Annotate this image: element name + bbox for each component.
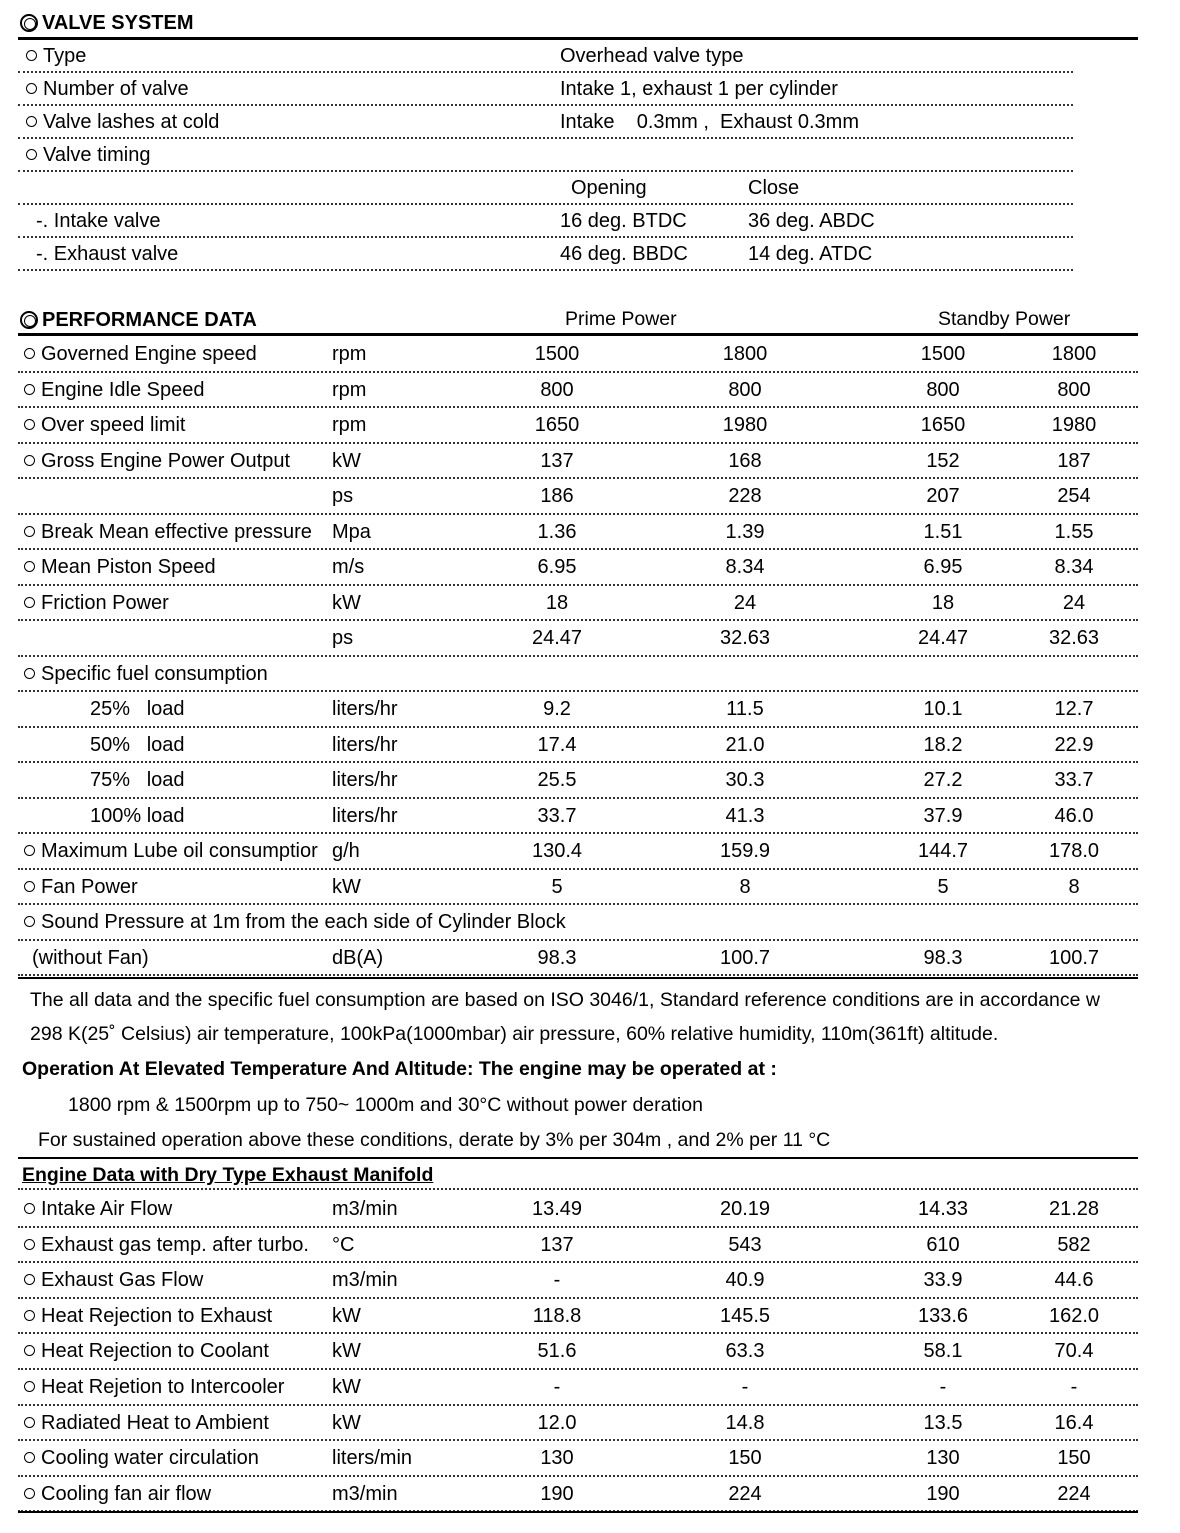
row-label: 50% load [90, 733, 185, 756]
row-value: 14.8 [725, 1411, 765, 1434]
row-value: 130 [926, 1447, 960, 1470]
row-value: 1.51 [923, 520, 963, 543]
row-label: 100% load [90, 804, 185, 827]
note-line-2: 298 K(25˚ Celsius) air temperature, 100kPa(1000mbar) air pressure, 60% relative humidity, 110m(361ft) altitude. [30, 1023, 999, 1045]
row-value: 21.28 [1048, 1198, 1100, 1220]
row-value: 224 [1057, 1482, 1091, 1505]
valve-row-type: Type Overhead valve type [18, 40, 1073, 73]
bullet-icon [24, 1345, 35, 1356]
table-row [18, 692, 1138, 728]
bullet-icon [24, 384, 35, 395]
row-unit: kW [332, 1304, 361, 1327]
row-unit: g/h [332, 840, 360, 862]
row-value: 18.2 [923, 733, 963, 756]
table-row [18, 1370, 1138, 1406]
row-value: 6.95 [537, 556, 577, 578]
row-value: 12.0 [537, 1411, 577, 1434]
row-value: 1800 [1051, 343, 1097, 365]
valve-exhaust-row: -. Exhaust valve 46 deg. BBDC 14 deg. ATDC [18, 238, 1073, 271]
row-label: 25% load [90, 698, 185, 720]
row-value: 33.7 [1054, 769, 1094, 791]
row-value: 159.9 [719, 840, 771, 862]
table-row [18, 550, 1138, 586]
row-value: 51.6 [537, 1340, 577, 1363]
row-value: 100.7 [1048, 946, 1100, 969]
row-value: 24 [1062, 591, 1086, 614]
row-value: 254 [1057, 485, 1091, 507]
row-value: 24.47 [531, 627, 583, 649]
double-circle-icon [20, 311, 38, 329]
row-value: 582 [1057, 1233, 1091, 1256]
table-row [18, 870, 1138, 906]
table-row [18, 728, 1138, 764]
row-unit: m3/min [332, 1269, 398, 1292]
row-value: 152 [926, 449, 960, 472]
row-value: 37.9 [923, 804, 963, 827]
row-label: Cooling water circulation [24, 1447, 259, 1470]
prime-power-header: Prime Power [565, 308, 677, 330]
bullet-icon [24, 1488, 35, 1499]
row-value: 41.3 [725, 804, 765, 827]
valve-system-title: VALVE SYSTEM [20, 12, 194, 35]
bullet-icon [26, 83, 37, 94]
row-value: 186 [540, 485, 574, 507]
row-unit: ps [332, 627, 354, 649]
bullet-icon [24, 1452, 35, 1463]
row-value: 168 [728, 449, 762, 472]
row-value: 13.49 [531, 1198, 583, 1220]
row-value: 5 [937, 875, 949, 898]
row-value: 1500 [920, 343, 966, 365]
row-value: 1.39 [725, 520, 765, 543]
table-row [18, 621, 1138, 657]
bullet-icon [24, 419, 35, 430]
bullet-icon [26, 116, 37, 127]
row-unit: kW [332, 449, 361, 472]
row-unit: m3/min [332, 1482, 398, 1505]
row-value: 32.63 [719, 627, 771, 649]
row-value: 1.55 [1054, 520, 1094, 543]
row-unit: liters/hr [332, 698, 398, 720]
table-row [18, 941, 1138, 977]
row-unit: kW [332, 1376, 361, 1398]
row-unit: liters/hr [332, 733, 398, 756]
row-label: Friction Power [24, 592, 169, 615]
row-unit: rpm [332, 414, 367, 436]
row-value: 18 [931, 591, 955, 614]
row-label: Specific fuel consumption [24, 663, 268, 686]
table-row [18, 1299, 1138, 1335]
row-value: 190 [540, 1482, 574, 1505]
row-unit: rpm [332, 343, 367, 365]
bullet-icon [26, 149, 37, 160]
bullet-icon [24, 1239, 35, 1250]
row-value: 98.3 [537, 946, 577, 969]
row-value: 1650 [534, 414, 580, 436]
row-value: 145.5 [719, 1304, 771, 1327]
bullet-icon [26, 50, 37, 61]
row-value: 187 [1057, 449, 1091, 472]
valve-timing-header: Opening Close [18, 172, 1073, 205]
row-label: Over speed limit [24, 414, 186, 437]
row-label: Cooling fan air flow [24, 1483, 211, 1506]
row-value: 228 [728, 485, 762, 507]
row-label: Heat Rejetion to Intercooler [24, 1376, 284, 1399]
bullet-icon [24, 348, 35, 359]
row-unit: dB(A) [332, 946, 384, 969]
double-circle-icon [20, 14, 38, 32]
row-label: Exhaust Gas Flow [24, 1269, 203, 1292]
table-bottom-rule [18, 977, 1138, 979]
engine-title-row [18, 1158, 1138, 1190]
row-unit: m3/min [332, 1198, 398, 1220]
table-row [18, 515, 1138, 551]
row-unit: ps [332, 485, 354, 507]
row-value: 224 [728, 1482, 762, 1505]
row-value: 21.0 [725, 733, 765, 756]
bullet-icon [24, 526, 35, 537]
row-unit: kW [332, 1411, 361, 1434]
row-label: Sound Pressure at 1m from the each side of Cylinder Block [24, 911, 566, 934]
row-value: 137 [540, 449, 574, 472]
table-row [18, 799, 1138, 835]
row-value: - [553, 1269, 561, 1292]
row-value: 17.4 [537, 733, 577, 756]
bullet-icon [24, 1381, 35, 1392]
row-unit: liters/hr [332, 804, 398, 827]
row-value: 178.0 [1048, 840, 1100, 862]
performance-title: PERFORMANCE DATA [20, 309, 257, 332]
row-value: 46.0 [1054, 804, 1094, 827]
table-row [18, 1334, 1138, 1370]
row-unit: liters/hr [332, 769, 398, 791]
row-unit: rpm [332, 378, 367, 401]
row-value: 10.1 [923, 698, 963, 720]
row-value: 130 [540, 1447, 574, 1470]
row-value: 25.5 [537, 769, 577, 791]
row-value: 133.6 [917, 1304, 969, 1327]
row-value: 1500 [534, 343, 580, 365]
row-value: 18 [545, 591, 569, 614]
note-line-4: For sustained operation above these conditions, derate by 3% per 304m , and 2% per 11 °C [38, 1129, 831, 1151]
table-row [18, 444, 1138, 480]
bullet-icon [24, 668, 35, 679]
row-label: Intake Air Flow [24, 1198, 172, 1221]
row-value: 27.2 [923, 769, 963, 791]
valve-row-timing: Valve timing [18, 139, 1073, 172]
row-value: 800 [728, 378, 762, 401]
row-label: (without Fan) [32, 946, 149, 969]
table-row [18, 1406, 1138, 1442]
row-value: 5 [551, 875, 563, 898]
row-value: 118.8 [532, 1304, 582, 1327]
row-label: 75% load [90, 769, 185, 791]
row-unit: m/s [332, 556, 365, 578]
row-value: 543 [728, 1233, 762, 1256]
table-row [18, 834, 1138, 870]
row-value: - [741, 1376, 749, 1398]
row-value: 207 [926, 485, 960, 507]
row-value: 800 [1057, 378, 1091, 401]
table-row [18, 1263, 1138, 1299]
row-value: 137 [540, 1233, 574, 1256]
row-value: 98.3 [923, 946, 963, 969]
row-value: 16.4 [1054, 1411, 1094, 1434]
bullet-icon [24, 1203, 35, 1214]
row-label: Engine Idle Speed [24, 379, 204, 402]
table-bottom-rule [18, 1511, 1138, 1513]
valve-intake-row: -. Intake valve 16 deg. BTDC 36 deg. ABDC [18, 205, 1073, 238]
row-label: Radiated Heat to Ambient [24, 1412, 269, 1435]
row-value: 610 [926, 1233, 960, 1256]
row-value: 24.47 [917, 627, 969, 649]
row-unit: kW [332, 1340, 361, 1363]
row-value: 13.5 [923, 1411, 963, 1434]
row-value: 6.95 [923, 556, 963, 578]
bullet-icon [24, 916, 35, 927]
row-value: 150 [1057, 1447, 1091, 1470]
row-value: 150 [728, 1447, 762, 1470]
row-value: 22.9 [1054, 733, 1094, 756]
valve-row-lashes: Valve lashes at cold Intake 0.3mm , Exhaust 0.3mm [18, 106, 1073, 139]
row-unit: °C [332, 1233, 355, 1256]
row-label: Gross Engine Power Output [24, 450, 290, 473]
row-label: Governed Engine speed [24, 343, 257, 366]
row-value: 33.9 [923, 1269, 963, 1292]
row-value: 800 [926, 378, 960, 401]
row-value: 1980 [1051, 414, 1097, 436]
table-row [18, 905, 1138, 941]
valve-row-number: Number of valve Intake 1, exhaust 1 per cylinder [18, 73, 1073, 106]
row-value: 40.9 [725, 1269, 765, 1292]
row-unit: kW [332, 875, 361, 898]
bullet-icon [24, 597, 35, 608]
row-value: 8.34 [1054, 556, 1094, 578]
row-value: 24 [733, 591, 757, 614]
row-value: 14.33 [917, 1198, 969, 1220]
table-row [18, 373, 1138, 409]
section-rule [18, 333, 1138, 336]
row-value: 12.7 [1054, 698, 1094, 720]
row-label: Maximum Lube oil consumptior [24, 840, 318, 863]
row-label: Break Mean effective pressure [24, 521, 312, 544]
note-line-3: 1800 rpm & 1500rpm up to 750~ 1000m and 30°C without power deration [68, 1094, 703, 1116]
row-value: 11.5 [726, 698, 764, 720]
table-row [18, 1441, 1138, 1477]
row-value: 100.7 [719, 946, 771, 969]
row-unit: liters/min [332, 1447, 413, 1470]
row-label: Heat Rejection to Coolant [24, 1340, 269, 1363]
table-row [18, 586, 1138, 622]
bullet-icon [24, 561, 35, 572]
row-value: - [939, 1376, 947, 1398]
row-value: 9.2 [543, 698, 571, 720]
engine-data-title: Engine Data with Dry Type Exhaust Manifold [22, 1164, 434, 1186]
row-value: 162.0 [1048, 1304, 1100, 1327]
row-value: 44.6 [1054, 1269, 1094, 1292]
row-value: 800 [540, 378, 574, 401]
row-value: 70.4 [1054, 1340, 1094, 1363]
table-row [18, 1192, 1138, 1228]
row-value: 20.19 [719, 1198, 771, 1220]
table-row [18, 763, 1138, 799]
row-value: 1800 [722, 343, 768, 365]
row-value: 8 [1068, 875, 1080, 898]
table-row [18, 1228, 1138, 1264]
table-row [18, 408, 1138, 444]
bullet-icon [24, 455, 35, 466]
bullet-icon [24, 881, 35, 892]
bullet-icon [24, 1310, 35, 1321]
row-value: - [1070, 1376, 1078, 1398]
row-value: 130.4 [531, 840, 583, 862]
row-value: 144.7 [917, 840, 969, 862]
table-row [18, 1477, 1138, 1513]
row-value: 190 [926, 1482, 960, 1505]
row-label: Exhaust gas temp. after turbo. [24, 1234, 309, 1257]
standby-power-header: Standby Power [938, 308, 1071, 330]
row-value: 1.36 [537, 520, 577, 543]
row-label: Mean Piston Speed [24, 556, 216, 579]
row-label: Heat Rejection to Exhaust [24, 1305, 272, 1328]
row-value: 8.34 [725, 556, 765, 578]
row-value: 30.3 [725, 769, 765, 791]
table-row [18, 657, 1138, 693]
row-value: 8 [739, 875, 751, 898]
row-value: 1980 [722, 414, 768, 436]
row-label: Fan Power [24, 876, 138, 899]
row-unit: kW [332, 591, 361, 614]
row-value: 32.63 [1048, 627, 1100, 649]
row-value: 33.7 [537, 804, 577, 827]
operation-heading: Operation At Elevated Temperature And Altitude: The engine may be operated at : [22, 1058, 777, 1080]
bullet-icon [24, 1274, 35, 1285]
bullet-icon [24, 845, 35, 856]
row-value: 63.3 [725, 1340, 765, 1363]
row-value: 58.1 [923, 1340, 963, 1363]
row-unit: Mpa [332, 520, 371, 543]
note-line-1: The all data and the specific fuel consumption are based on ISO 3046/1, Standard reference conditions are in accordance w [30, 989, 1100, 1011]
table-row [18, 337, 1138, 373]
row-value: 1650 [920, 414, 966, 436]
row-value: - [553, 1376, 561, 1398]
bullet-icon [24, 1417, 35, 1428]
table-row [18, 479, 1138, 515]
